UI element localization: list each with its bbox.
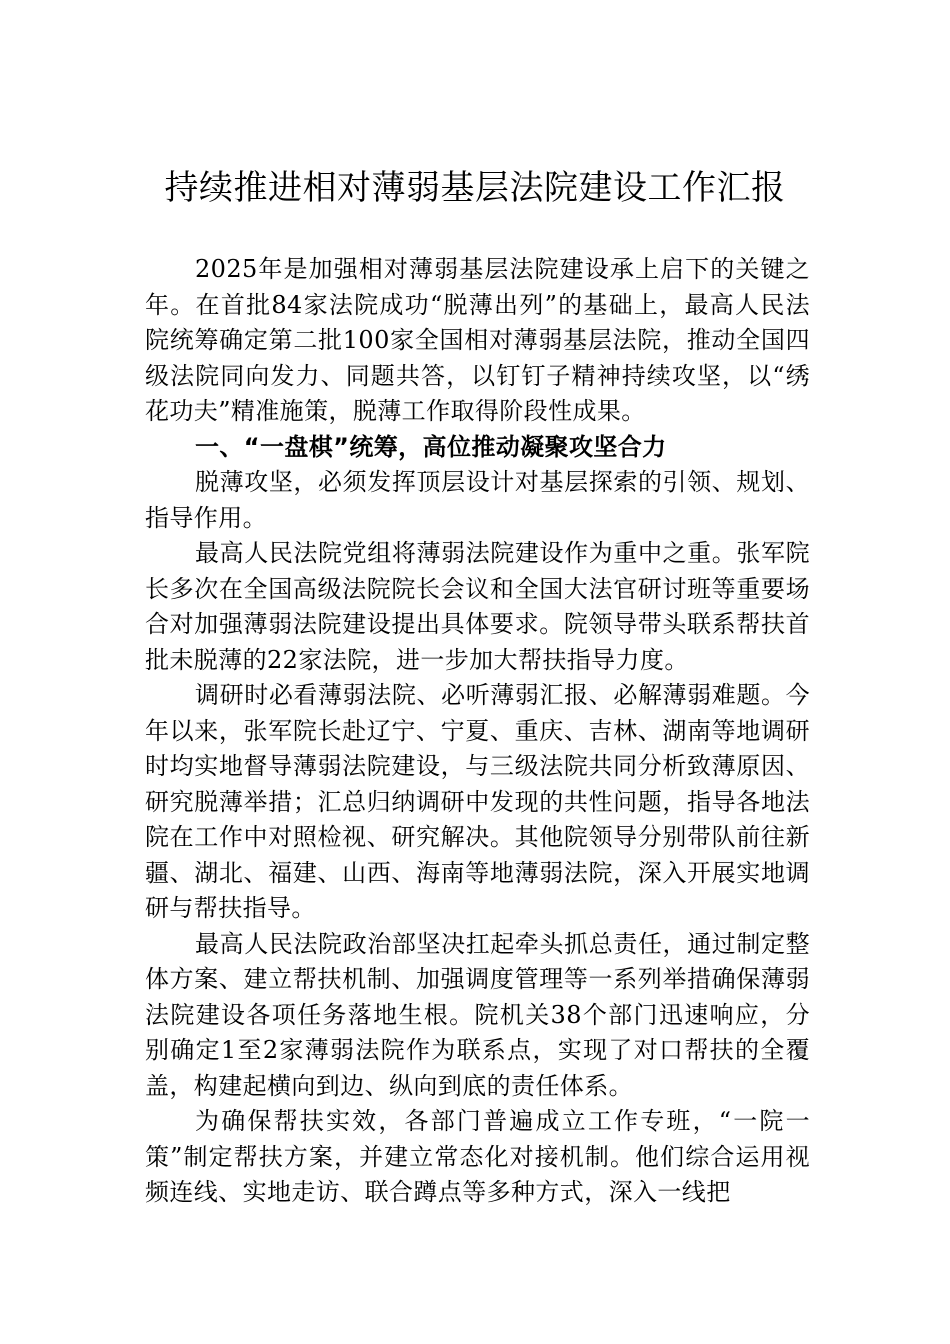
document-title: 持续推进相对薄弱基层法院建设工作汇报 [164, 168, 786, 208]
section-heading-1: 一、“一盘棋”统筹，高位推动凝聚攻坚合力 [195, 432, 667, 461]
paragraph: 最高人民法院党组将薄弱法院建设作为重中之重。张军院长多次在全国高级法院院长会议和全国大法官研讨班等重要场合对加强薄弱法院建设提出具体要求。院领导带头联系帮扶首批未脱薄的22家法院，进一步加大帮扶指导力度。 [145, 539, 810, 674]
paragraph: 为确保帮扶实效，各部门普遍成立工作专班，“一院一策”制定帮扶方案，并建立常态化对接机制。他们综合运用视频连线、实地走访、联合蹲点等多种方式，深入一线把 [145, 1107, 810, 1206]
paragraph: 脱薄攻坚，必须发挥顶层设计对基层探索的引领、规划、指导作用。 [145, 468, 810, 532]
paragraph: 最高人民法院政治部坚决扛起牵头抓总责任，通过制定整体方案、建立帮扶机制、加强调度管理等一系列举措确保薄弱法院建设各项任务落地生根。院机关38个部门迅速响应，分别确定1至2家薄弱法院作为联系点，实现了对口帮扶的全覆盖，构建起横向到边、纵向到底的责任体系。 [145, 929, 810, 1100]
paragraph-intro: 2025年是加强相对薄弱基层法院建设承上启下的关键之年。在首批84家法院成功“脱薄出列”的基础上，最高人民法院统筹确定第二批100家全国相对薄弱基层法院，推动全国四级法院同向发力、同题共答，以钉钉子精神持续攻坚，以“绣花功夫”精准施策，脱薄工作取得阶段性成果。 [145, 255, 810, 425]
document-body [145, 252, 810, 1211]
paragraph: 调研时必看薄弱法院、必听薄弱汇报、必解薄弱难题。今年以来，张军院长赴辽宁、宁夏、重庆、吉林、湖南等地调研时均实地督导薄弱法院建设，与三级法院共同分析致薄原因、研究脱薄举措；汇总归纳调研中发现的共性问题，指导各地法院在工作中对照检视、研究解决。其他院领导分别带队前往新疆、湖北、福建、山西、海南等地薄弱法院，深入开展实地调研与帮扶指导。 [145, 681, 810, 922]
